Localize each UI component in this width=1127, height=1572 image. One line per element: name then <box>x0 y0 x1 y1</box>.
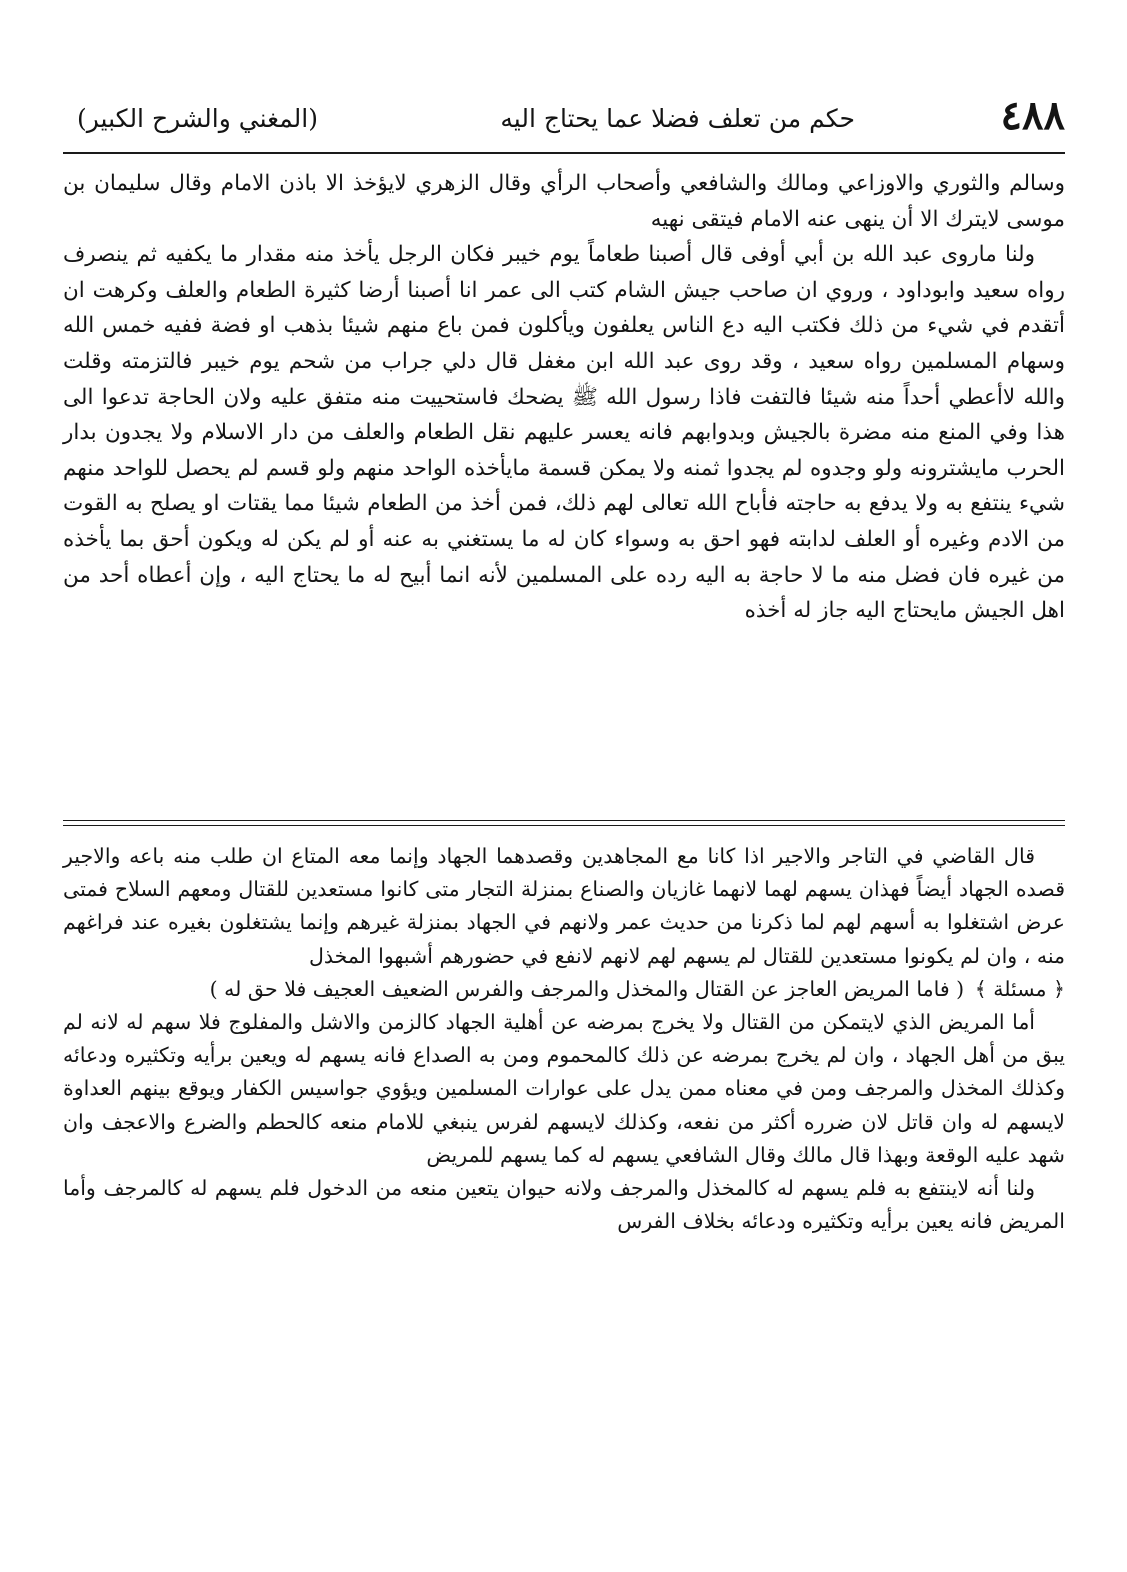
masalah-heading <box>63 973 1065 1006</box>
running-title: حكم من تعلف فضلا عما يحتاج اليه <box>500 104 855 133</box>
main-paragraph: وسالم والثوري والاوزاعي ومالك والشافعي وأصحاب الرأي وقال الزهري لايؤخذ الا باذن الامام وقال سليمان بن موسى لايترك الا أن ينهى عنه الامام فيتقى نهيه <box>63 171 1065 232</box>
footnote-divider <box>63 820 1065 826</box>
header-rule <box>63 152 1065 154</box>
page-number: ٤٨٨ <box>1000 92 1065 139</box>
main-paragraph: ولنا ماروى عبد الله بن أبي أوفى قال أصبنا طعاماً يوم خيبر فكان الرجل يأخذ منه مقدار ما يكفيه ثم ينصرف رواه سعيد وابوداود ، وروي ان صاحب جيش الشام كتب الى عمر انا أصبنا أرضا كثيرة الطعام والعلف وكرهت ان أتقدم في شيء من ذلك فكتب اليه دع الناس يعلفون ويأكلون فمن باع منهم شيئا بذهب او فضة ففيه خمس الله وسهام المسلمين رواه سعيد ، وقد روى عبد الله ابن مغفل قال دلي جراب من شحم يوم خيبر فالتزمته وقلت والله لاأعطي أحداً منه شيئا فالتفت فاذا رسول الله ﷺ يضحك فاستحييت منه متفق عليه ولان الحاجة تدعوا الى هذا وفي المنع منه مضرة بالجيش وبدوابهم فانه يعسر عليهم نقل الطعام والعلف من دار الاسلام ولا يجدون بدار الحرب مايشترونه ولو وجدوه لم يجدوا ثمنه ولا يمكن قسمة مايأخذه الواحد منهم ولو قسم لم يحصل للواحد منهم شيء ينتفع به ولا يدفع به حاجته فأباح الله تعالى لهم ذلك، فمن أخذ من الطعام شيئا مما يقتات او يصلح به القوت من الادم وغيره أو العلف لدابته فهو احق به وسواء كان له ما يستغني به عنه أو لم يكن له ويكون أحق بما يأخذه من غيره فان فضل منه ما لا حاجة به اليه رده على المسلمين لأنه انما أبيح له ما يحتاج اليه ، وإن أعطاه أحد من اهل الجيش مايحتاج اليه جاز له أخذه <box>63 242 1065 624</box>
book-title: (المغني والشرح الكبير) <box>77 104 318 133</box>
page-header <box>55 88 1065 150</box>
commentary-paragraph: أما المريض الذي لايتمكن من القتال ولا يخرج بمرضه عن أهلية الجهاد كالزمن والاشل والمفلوج فلا سهم له لانه لم يبق من أهل الجهاد ، وان لم يخرج بمرضه عن ذلك كالمحموم ومن به الصداع فانه يسهم له ويعين برأيه وتكثيره ودعائه وكذلك المخذل والمرجف ومن في معناه ممن يدل على عوارات المسلمين ويؤوي جواسيس الكفار ويوقع بينهم العداوة لايسهم له وان قاتل لان ضرره أكثر من نفعه، وكذلك لايسهم لفرس ينبغي للامام منعه كالحطم والضرع والاعجف وان شهد عليه الوقعة وبهذا قال مالك وقال الشافعي يسهم له كما يسهم للمريض <box>63 1010 1065 1167</box>
main-text <box>63 166 1065 629</box>
commentary-paragraph: قال القاضي في التاجر والاجير اذا كانا مع المجاهدين وقصدهما الجهاد وإنما معه المتاع ان طلب منه باعه والاجير قصده الجهاد أيضاً فهذان يسهم لهما لانهما غازيان والصناع بمنزلة التجار متى كانوا مستعدين للقتال ومعهم السلاح فمتى عرض اشتغلوا به أسهم لهم لما ذكرنا من حديث عمر ولانهم في الجهاد بمنزلة غيرهم وإنما يشتغلون بغيره عند فراغهم منه ، وان لم يكونوا مستعدين للقتال لم يسهم لهم لانهم لانفع في حضورهم أشبهوا المخذل <box>63 844 1065 968</box>
commentary-text <box>63 840 1065 1238</box>
page <box>55 88 1065 1548</box>
masalah-text: ( فاما المريض العاجز عن القتال والمخذل والمرجف والفرس الضعيف العجيف فلا حق له ) <box>209 976 965 1001</box>
masalah-marker: ﴿ مسئلة ﴾ <box>974 976 1065 1001</box>
commentary-paragraph: ولنا أنه لاينتفع به فلم يسهم له كالمخذل والمرجف ولانه حيوان يتعين منعه من الدخول فلم يسهم له كالمرجف وأما المريض فانه يعين برأيه وتكثيره ودعائه بخلاف الفرس <box>63 1176 1065 1234</box>
